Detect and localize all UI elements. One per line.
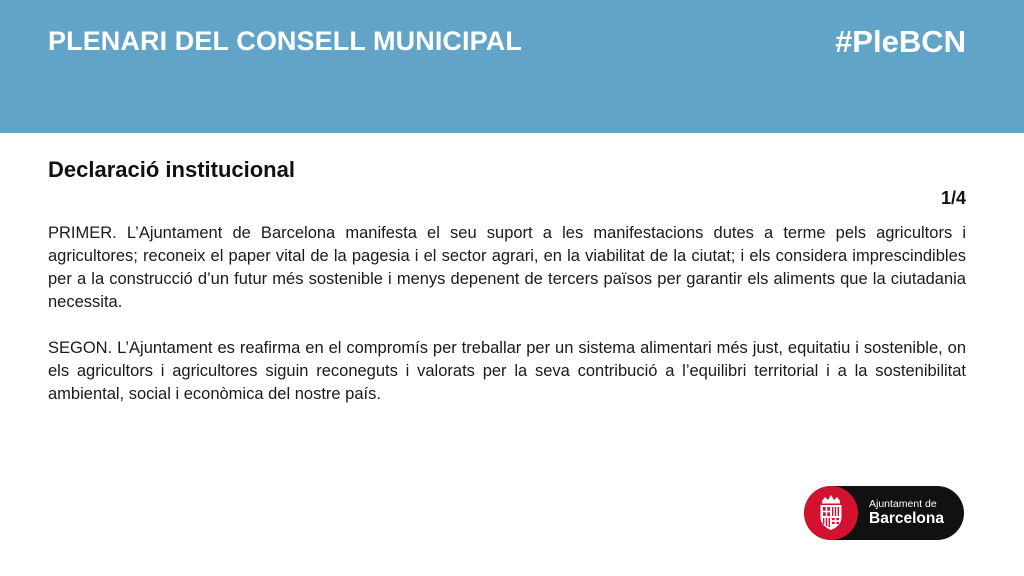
declaration-body [48, 222, 966, 429]
header-band [0, 0, 1024, 133]
paragraph-primer: PRIMER. L’Ajuntament de Barcelona manifesta el seu suport a les manifestacions dutes a terme pels agricultors i agricultores; reconeix el paper vital de la pagesia i el sector agrari, en la viabilitat de la ciutat; i els considera imprescindibles per a la construcció d’un futur més sostenible i menys depenent de tercers països per garantir els aliments que la ciutadania necessita. [48, 224, 966, 311]
logo-line-1: Ajuntament de [869, 498, 937, 510]
header-title: PLENARI DEL CONSELL MUNICIPAL [48, 26, 522, 56]
barcelona-coat-of-arms-icon [804, 486, 858, 540]
page-counter: 1/4 [940, 188, 966, 208]
ajuntament-barcelona-logo [804, 486, 964, 540]
hashtag: #PleBCN [835, 24, 966, 59]
paragraph-segon: SEGON. L’Ajuntament es reafirma en el compromís per treballar per un sistema alimentari més just, equitatiu i sostenible, on els agricultors i agricultores siguin reconeguts i valorats per la seva contribució a l’equilibri territorial i a la sostenibilitat ambiental, social i econòmica del nostre país. [48, 339, 966, 403]
logo-line-2: Barcelona [869, 510, 944, 527]
section-title: Declaració institucional [48, 157, 295, 182]
